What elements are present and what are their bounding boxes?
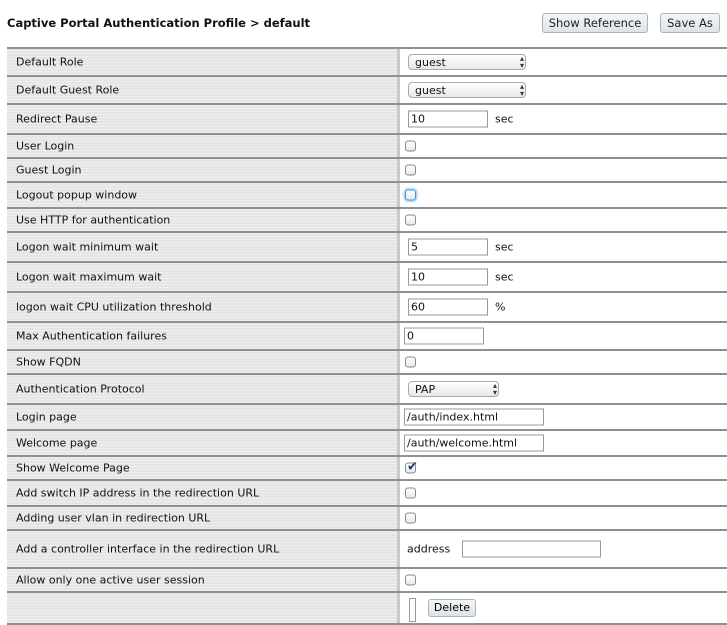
setting-value-cell bbox=[400, 507, 727, 529]
setting-label-cell bbox=[7, 105, 397, 133]
setting-label-cell bbox=[7, 183, 397, 207]
setting-label: Login page bbox=[16, 410, 77, 424]
address-label: address bbox=[407, 542, 451, 556]
max-authentication-failures-input[interactable] bbox=[404, 328, 484, 345]
setting-row-use-http-for-authentication bbox=[7, 209, 727, 233]
setting-row-max-authentication-failures bbox=[7, 323, 727, 351]
add-switch-ip-address-in-the-redirection-url-checkbox[interactable] bbox=[405, 488, 416, 499]
select-value: PAP bbox=[415, 383, 436, 396]
setting-row-allow-only-one-active-user-session bbox=[7, 569, 727, 593]
setting-value-cell bbox=[400, 375, 727, 403]
setting-label-cell bbox=[7, 531, 397, 567]
setting-label-cell bbox=[7, 481, 397, 505]
setting-label-cell bbox=[7, 593, 397, 623]
setting-label: Default Role bbox=[16, 55, 84, 69]
setting-label-cell bbox=[7, 569, 397, 591]
guest-login-checkbox[interactable] bbox=[405, 165, 416, 176]
default-role-select[interactable]: guest ▴ ▾ bbox=[408, 54, 526, 70]
login-page-input[interactable] bbox=[404, 409, 544, 426]
select-value: guest bbox=[415, 56, 446, 69]
setting-row-welcome-page bbox=[7, 431, 727, 457]
setting-label-cell bbox=[7, 159, 397, 181]
setting-label-cell bbox=[7, 49, 397, 75]
setting-value-cell bbox=[400, 183, 727, 207]
adding-user-vlan-in-redirection-url-checkbox[interactable] bbox=[405, 513, 416, 524]
page-title: Captive Portal Authentication Profile > default bbox=[7, 16, 311, 30]
setting-row-logon-wait-cpu-utilization-threshold bbox=[7, 293, 727, 323]
setting-value-cell bbox=[400, 531, 727, 567]
setting-row-login-page bbox=[7, 405, 727, 431]
setting-value-cell bbox=[400, 569, 727, 591]
setting-label: Logout popup window bbox=[16, 188, 138, 202]
setting-value-cell bbox=[400, 293, 727, 321]
setting-row-logout-popup-window bbox=[7, 183, 727, 209]
logon-wait-cpu-utilization-threshold-input[interactable] bbox=[408, 299, 488, 316]
setting-label-cell bbox=[7, 323, 397, 349]
logon-wait-minimum-wait-input[interactable] bbox=[408, 239, 488, 256]
setting-row-guest-login bbox=[7, 159, 727, 183]
setting-value-cell bbox=[400, 351, 727, 373]
setting-row-authentication-protocol bbox=[7, 375, 727, 405]
setting-row-add-switch-ip-address-in-the-redirection-url bbox=[7, 481, 727, 507]
unit-label: % bbox=[495, 300, 506, 314]
logout-popup-window-checkbox[interactable] bbox=[405, 190, 416, 201]
delete-button[interactable]: Delete bbox=[428, 599, 476, 617]
save-as-button[interactable]: Save As bbox=[660, 13, 720, 33]
page-header bbox=[0, 0, 727, 44]
setting-value-cell bbox=[400, 105, 727, 133]
unit-label: sec bbox=[495, 240, 514, 254]
setting-row-delete bbox=[7, 593, 727, 625]
setting-value-cell bbox=[400, 49, 727, 75]
select-value: guest bbox=[415, 84, 446, 97]
setting-label: User Login bbox=[16, 139, 75, 153]
setting-label: Logon wait minimum wait bbox=[16, 240, 159, 254]
setting-label: Guest Login bbox=[16, 163, 82, 177]
setting-value-cell bbox=[400, 233, 727, 261]
setting-label-cell bbox=[7, 233, 397, 261]
setting-row-add-a-controller-interface-in-the-redirection-url bbox=[7, 531, 727, 569]
setting-label: Logon wait maximum wait bbox=[16, 270, 162, 284]
setting-label-cell bbox=[7, 263, 397, 291]
setting-row-default-guest-role bbox=[7, 77, 727, 105]
setting-label: Show Welcome Page bbox=[16, 461, 130, 475]
logon-wait-maximum-wait-input[interactable] bbox=[408, 269, 488, 286]
welcome-page-input[interactable] bbox=[404, 435, 544, 452]
setting-row-user-login bbox=[7, 135, 727, 159]
setting-label: Redirect Pause bbox=[16, 112, 98, 126]
setting-label: Max Authentication failures bbox=[16, 329, 167, 343]
setting-value-cell bbox=[400, 135, 727, 157]
setting-label-cell bbox=[7, 293, 397, 321]
setting-label: Show FQDN bbox=[16, 355, 81, 369]
setting-row-logon-wait-minimum-wait bbox=[7, 233, 727, 263]
setting-value-cell bbox=[400, 263, 727, 291]
setting-row-default-role bbox=[7, 47, 727, 77]
checkmark-icon: ✔ bbox=[407, 459, 418, 475]
redirect-pause-input[interactable] bbox=[408, 111, 488, 128]
setting-value-cell bbox=[400, 405, 727, 429]
setting-row-show-welcome-page bbox=[7, 457, 727, 481]
setting-row-redirect-pause bbox=[7, 105, 727, 135]
setting-value-cell bbox=[400, 77, 727, 103]
setting-value-cell bbox=[400, 209, 727, 231]
setting-value-cell bbox=[400, 431, 727, 455]
setting-row-adding-user-vlan-in-redirection-url bbox=[7, 507, 727, 531]
setting-label-cell bbox=[7, 77, 397, 103]
setting-value-cell bbox=[400, 593, 727, 623]
show-fqdn-checkbox[interactable] bbox=[405, 357, 416, 368]
setting-label: Welcome page bbox=[16, 436, 98, 450]
setting-label: Use HTTP for authentication bbox=[16, 213, 171, 227]
unit-label: sec bbox=[495, 270, 514, 284]
setting-label: Add a controller interface in the redirection URL bbox=[16, 542, 280, 556]
setting-label: Allow only one active user session bbox=[16, 573, 205, 587]
use-http-for-authentication-checkbox[interactable] bbox=[405, 215, 416, 226]
allow-only-one-active-user-session-checkbox[interactable] bbox=[405, 575, 416, 586]
authentication-protocol-select[interactable]: PAP ▴ ▾ bbox=[408, 381, 499, 397]
setting-label-cell bbox=[7, 209, 397, 231]
controller-address-input[interactable] bbox=[462, 541, 601, 558]
show-welcome-page-checkbox[interactable] bbox=[405, 459, 418, 475]
setting-label: Add switch IP address in the redirection URL bbox=[16, 486, 260, 500]
setting-label-cell bbox=[7, 457, 397, 479]
setting-row-show-fqdn bbox=[7, 351, 727, 375]
setting-label-cell bbox=[7, 351, 397, 373]
setting-label: logon wait CPU utilization threshold bbox=[16, 300, 212, 314]
setting-value-cell bbox=[400, 159, 727, 181]
setting-value-cell bbox=[400, 457, 727, 479]
setting-label-cell bbox=[7, 135, 397, 157]
setting-label-cell bbox=[7, 507, 397, 529]
setting-label-cell bbox=[7, 375, 397, 403]
unit-label: sec bbox=[495, 112, 514, 126]
setting-label-cell bbox=[7, 405, 397, 429]
user-login-checkbox[interactable] bbox=[405, 141, 416, 152]
default-guest-role-select[interactable]: guest ▴ ▾ bbox=[408, 82, 526, 98]
profile-settings-table bbox=[7, 47, 727, 625]
setting-label: Authentication Protocol bbox=[16, 382, 145, 396]
setting-value-cell bbox=[400, 481, 727, 505]
setting-label-cell bbox=[7, 431, 397, 455]
setting-value-cell bbox=[400, 323, 727, 349]
entries-list-box[interactable] bbox=[409, 598, 416, 622]
setting-label: Default Guest Role bbox=[16, 83, 120, 97]
setting-row-logon-wait-maximum-wait bbox=[7, 263, 727, 293]
show-reference-button[interactable]: Show Reference bbox=[542, 13, 648, 33]
setting-label: Adding user vlan in redirection URL bbox=[16, 511, 211, 525]
